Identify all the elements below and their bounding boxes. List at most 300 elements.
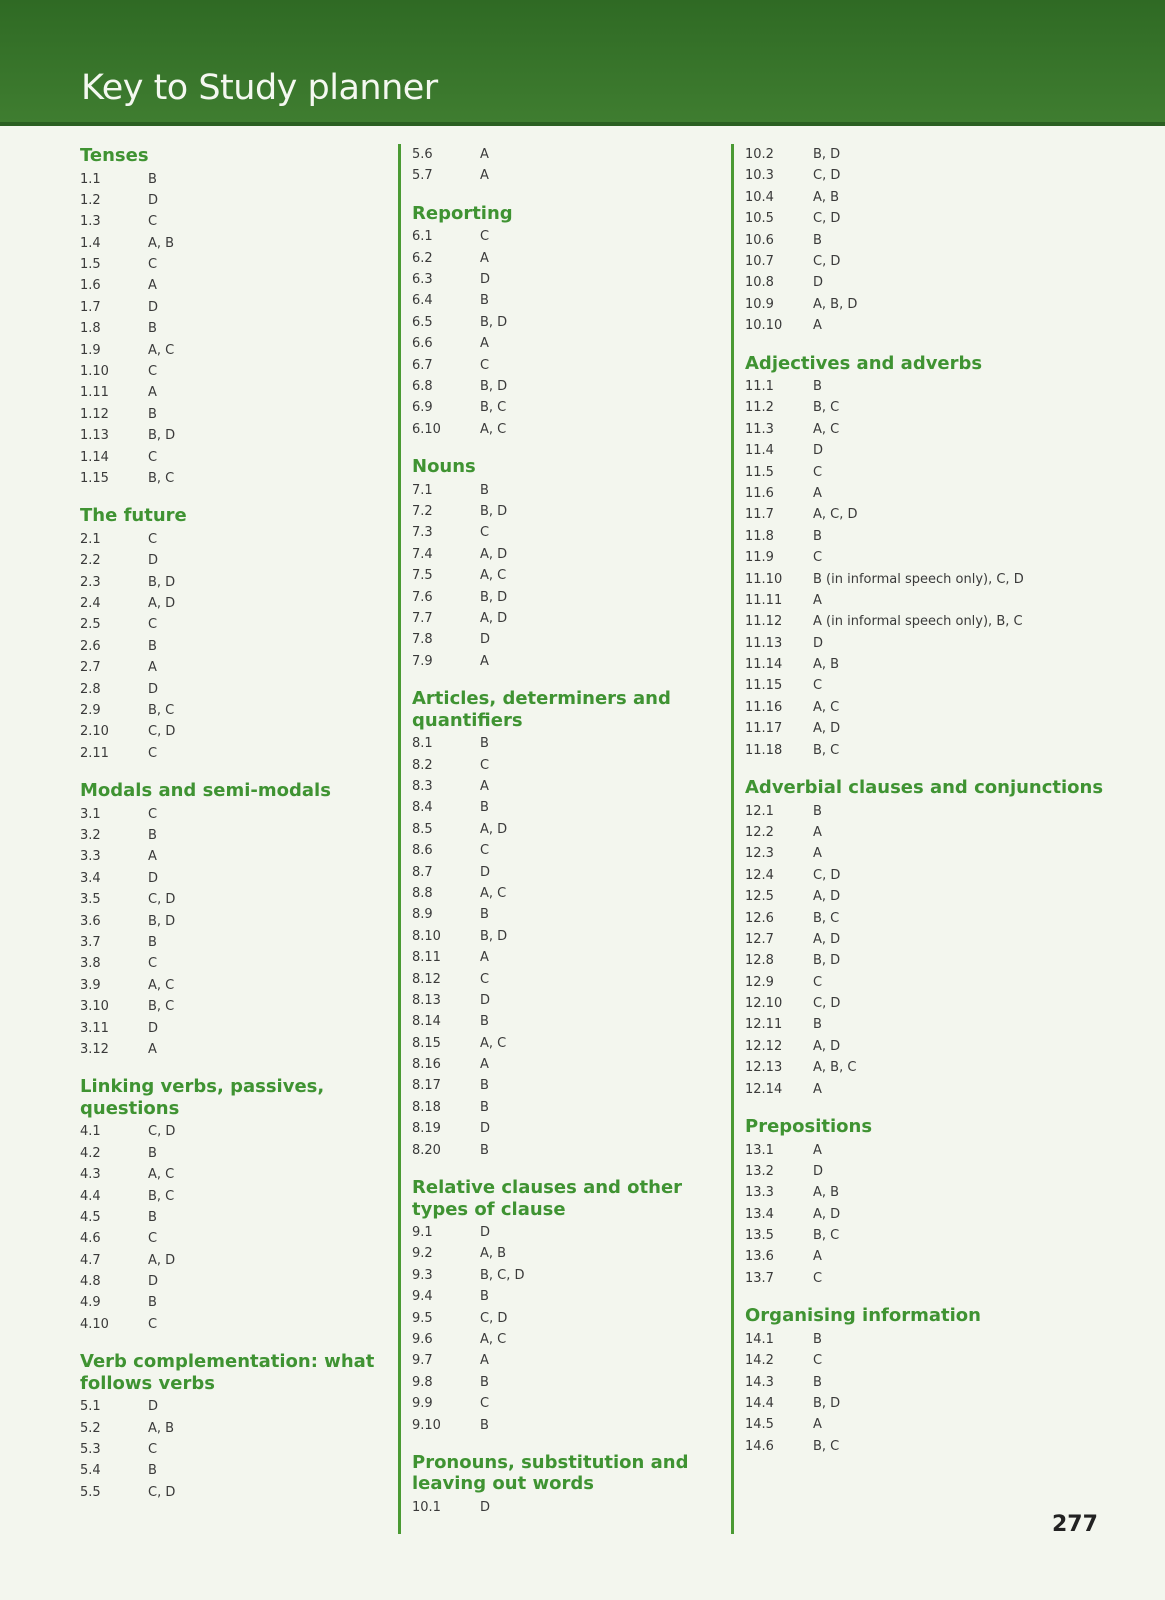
question-number: 8.5 — [412, 821, 433, 837]
answer-row — [80, 254, 380, 275]
answer-value: C, D — [148, 1124, 176, 1140]
answer-row — [412, 290, 712, 311]
answer-value: A — [480, 168, 489, 184]
question-number: 14.3 — [745, 1374, 774, 1390]
answer-row — [745, 908, 1155, 929]
answer-row — [412, 248, 712, 269]
answer-value: D — [813, 635, 824, 651]
answer-value: B — [480, 736, 489, 752]
question-number: 9.4 — [412, 1289, 433, 1305]
answer-row — [745, 1246, 1155, 1267]
answer-value: C — [148, 214, 158, 230]
answer-row — [745, 397, 1155, 418]
question-number: 6.6 — [412, 336, 433, 352]
answer-value: B, D — [148, 913, 176, 929]
answer-value: B — [148, 1209, 157, 1225]
question-number: 12.6 — [745, 910, 774, 926]
answer-value: B — [480, 1289, 489, 1305]
question-number: 10.9 — [745, 296, 774, 312]
answer-value: D — [480, 632, 491, 648]
answer-row — [412, 1054, 712, 1075]
question-number: 7.9 — [412, 653, 433, 669]
answer-value: D — [148, 1399, 159, 1415]
answer-value: A — [813, 318, 822, 334]
answer-row — [80, 1164, 380, 1185]
answer-row — [80, 468, 380, 489]
answer-value: A — [813, 1142, 822, 1158]
answer-value: B — [148, 828, 157, 844]
question-number: 4.5 — [80, 1209, 101, 1225]
answer-value: B — [480, 1417, 489, 1433]
answer-row — [745, 633, 1155, 654]
page-number: 277 — [1052, 1512, 1098, 1537]
question-number: 7.6 — [412, 589, 433, 605]
answer-value: B — [813, 1017, 822, 1033]
answer-row — [412, 1372, 712, 1393]
question-number: 12.1 — [745, 803, 774, 819]
question-number: 6.10 — [412, 421, 441, 437]
question-number: 11.4 — [745, 443, 774, 459]
answer-value: C — [480, 757, 490, 773]
answer-row — [745, 822, 1155, 843]
answer-row — [745, 1182, 1155, 1203]
answer-value: C — [148, 806, 158, 822]
answer-row — [412, 969, 712, 990]
answer-value: C — [148, 1316, 158, 1332]
answer-row — [745, 294, 1155, 315]
answer-row — [412, 755, 712, 776]
answer-value: A — [480, 147, 489, 162]
answer-value: B — [148, 935, 157, 950]
answer-value: A, B — [148, 235, 175, 251]
answer-value: B, D — [813, 147, 841, 162]
answer-value: A — [148, 1041, 157, 1057]
answer-value: B, D — [480, 504, 508, 520]
question-number: 11.8 — [745, 528, 774, 544]
answer-row — [745, 886, 1155, 907]
answer-row — [80, 211, 380, 232]
answer-section — [745, 1116, 1155, 1289]
question-number: 12.2 — [745, 824, 774, 840]
answer-row — [80, 297, 380, 318]
section-title: Adverbial clauses and conjunctions — [745, 777, 1104, 799]
question-number: 6.8 — [412, 379, 433, 395]
answer-value: B — [813, 1374, 822, 1390]
answer-row — [412, 1011, 712, 1032]
answer-value: A, C — [813, 699, 840, 715]
answer-value: B — [148, 1295, 157, 1311]
answer-row — [80, 996, 380, 1017]
answer-value: D — [148, 870, 159, 886]
answer-section — [412, 688, 712, 1161]
question-number: 1.8 — [80, 321, 101, 337]
answer-row — [80, 1018, 380, 1039]
answer-row — [745, 547, 1155, 568]
answer-value: B — [813, 379, 822, 395]
section-title: Organising information — [745, 1305, 981, 1327]
answer-value: A — [480, 250, 489, 266]
answer-value: C — [480, 229, 490, 245]
answer-value: A, C — [813, 421, 840, 437]
question-number: 2.9 — [80, 702, 101, 718]
question-number: 7.4 — [412, 546, 433, 562]
question-number: 10.1 — [412, 1499, 441, 1515]
answer-value: A — [480, 778, 489, 794]
answer-value: A — [148, 278, 157, 294]
answer-value: B — [148, 406, 157, 422]
answer-value: B, C — [148, 702, 175, 718]
answer-value: A — [813, 846, 822, 862]
answer-row — [80, 700, 380, 721]
answer-value: A — [813, 592, 822, 608]
answer-row — [412, 797, 712, 818]
question-number: 9.3 — [412, 1267, 433, 1283]
question-number: 12.13 — [745, 1060, 783, 1076]
answer-value: C — [148, 1442, 158, 1458]
answer-value: D — [148, 192, 159, 208]
answer-value: A, D — [480, 546, 508, 562]
answer-value: A, C — [480, 1035, 507, 1051]
answer-value: D — [148, 299, 159, 315]
question-number: 1.5 — [80, 257, 101, 273]
answer-row — [745, 611, 1155, 632]
answer-row — [80, 318, 380, 339]
answer-row — [412, 1308, 712, 1329]
answer-value: A, D — [813, 1038, 841, 1054]
question-number: 4.1 — [80, 1124, 101, 1140]
answer-row — [412, 819, 712, 840]
answer-row — [745, 1414, 1155, 1435]
question-number: 2.5 — [80, 617, 101, 633]
answer-value: C — [480, 1396, 490, 1412]
question-number: 8.14 — [412, 1014, 441, 1030]
answer-row — [745, 1350, 1155, 1371]
question-number: 11.13 — [745, 635, 783, 651]
answer-section — [80, 780, 380, 1060]
answer-row — [745, 272, 1155, 293]
answer-value: D — [480, 1499, 491, 1515]
answer-row — [80, 614, 380, 635]
question-number: 8.7 — [412, 864, 433, 880]
question-number: 9.8 — [412, 1374, 433, 1390]
answer-value: D — [480, 864, 491, 880]
answer-value: A — [813, 1081, 822, 1097]
answer-row — [412, 629, 712, 650]
answer-row — [80, 1460, 380, 1481]
answer-value: A, B — [480, 1246, 507, 1262]
answer-row — [80, 529, 380, 550]
answer-section — [412, 203, 712, 440]
question-number: 13.6 — [745, 1249, 774, 1265]
answer-value: C — [148, 257, 158, 273]
question-number: 11.9 — [745, 550, 774, 566]
question-number: 8.6 — [412, 843, 433, 859]
answer-value: A — [148, 660, 157, 676]
question-number: 12.4 — [745, 867, 774, 883]
answer-value: C — [813, 550, 823, 566]
answer-value: D — [813, 1163, 824, 1179]
answer-row — [745, 1204, 1155, 1225]
answer-value: B, D — [480, 928, 508, 944]
answer-row — [412, 144, 712, 165]
question-number: 11.5 — [745, 464, 774, 480]
answer-value: B, C — [480, 400, 507, 416]
question-number: 10.6 — [745, 232, 774, 248]
answer-value: B, C — [148, 470, 175, 486]
page-title: Key to Study planner — [81, 68, 438, 108]
answer-row — [412, 501, 712, 522]
question-number: 6.5 — [412, 314, 433, 330]
answer-value: A (in informal speech only), B, C — [813, 614, 1023, 630]
question-number: 2.11 — [80, 745, 109, 761]
answer-row — [412, 1393, 712, 1414]
question-number: 4.8 — [80, 1274, 101, 1290]
answer-row — [412, 1140, 712, 1161]
question-number: 11.16 — [745, 699, 783, 715]
question-number: 12.8 — [745, 953, 774, 969]
question-number: 3.7 — [80, 935, 101, 950]
question-number: 3.11 — [80, 1020, 109, 1036]
question-number: 6.9 — [412, 400, 433, 416]
question-number: 5.3 — [80, 1442, 101, 1458]
answer-row — [80, 721, 380, 742]
answer-value: D — [148, 1274, 159, 1290]
answer-column-1 — [80, 145, 380, 1503]
question-number: 14.6 — [745, 1438, 774, 1454]
answer-value: C — [148, 745, 158, 761]
answer-value: B — [480, 800, 489, 816]
question-number: 8.10 — [412, 928, 441, 944]
question-number: 14.1 — [745, 1331, 774, 1347]
answer-value: A, B — [148, 1420, 175, 1436]
question-number: 6.2 — [412, 250, 433, 266]
answer-section — [412, 456, 712, 672]
question-number: 1.12 — [80, 406, 109, 422]
answer-row — [80, 825, 380, 846]
question-number: 3.12 — [80, 1041, 109, 1057]
answer-value: D — [813, 443, 824, 459]
question-number: 14.4 — [745, 1395, 774, 1411]
answer-row — [412, 1497, 712, 1518]
answer-value: B, C, D — [480, 1267, 525, 1283]
answer-value: B — [480, 1374, 489, 1390]
question-number: 1.3 — [80, 214, 101, 230]
answer-row — [412, 269, 712, 290]
answer-row — [745, 440, 1155, 461]
question-number: 12.14 — [745, 1081, 783, 1097]
answer-row — [80, 846, 380, 867]
question-number: 3.10 — [80, 999, 109, 1015]
answer-value: A — [480, 1057, 489, 1073]
question-number: 6.1 — [412, 229, 433, 245]
answer-value: D — [148, 1020, 159, 1036]
answer-row — [80, 593, 380, 614]
answer-value: C, D — [480, 1310, 508, 1326]
question-number: 10.5 — [745, 211, 774, 227]
answer-value: C, D — [813, 996, 841, 1012]
answer-value: A, D — [480, 821, 508, 837]
answer-row — [80, 1418, 380, 1439]
answer-row — [412, 776, 712, 797]
answer-row — [80, 1250, 380, 1271]
answer-row — [412, 333, 712, 354]
question-number: 3.5 — [80, 892, 101, 908]
answer-value: A, C — [480, 885, 507, 901]
question-number: 11.7 — [745, 507, 774, 523]
answer-section — [745, 144, 1155, 337]
answer-value: C, D — [813, 168, 841, 184]
answer-value: B — [148, 1145, 157, 1161]
question-number: 5.1 — [80, 1399, 101, 1415]
question-number: 10.4 — [745, 189, 774, 205]
question-number: 1.15 — [80, 470, 109, 486]
answer-row — [80, 679, 380, 700]
answer-column-2 — [398, 144, 712, 1534]
answer-value: A, B — [813, 657, 840, 673]
answer-row — [745, 993, 1155, 1014]
question-number: 5.5 — [80, 1484, 101, 1500]
answer-value: B — [813, 528, 822, 544]
answer-value: A — [480, 653, 489, 669]
answer-row — [80, 190, 380, 211]
section-title: Articles, determiners and quantifiers — [412, 688, 671, 731]
question-number: 12.10 — [745, 996, 783, 1012]
question-number: 5.6 — [412, 147, 433, 162]
answer-value: A, C — [480, 421, 507, 437]
answer-value: C — [813, 974, 823, 990]
question-number: 10.7 — [745, 253, 774, 269]
question-number: 9.7 — [412, 1353, 433, 1369]
answer-row — [412, 480, 712, 501]
answer-section — [412, 1452, 712, 1518]
answer-value: B — [148, 638, 157, 654]
question-number: 9.2 — [412, 1246, 433, 1262]
answer-row — [412, 397, 712, 418]
answer-row — [745, 1268, 1155, 1289]
answer-row — [412, 1118, 712, 1139]
answer-value: C — [480, 843, 490, 859]
question-number: 5.2 — [80, 1420, 101, 1436]
answer-row — [745, 208, 1155, 229]
answer-value: C — [148, 1231, 158, 1247]
question-number: 10.3 — [745, 168, 774, 184]
section-title: Adjectives and adverbs — [745, 352, 983, 374]
answer-row — [745, 929, 1155, 950]
question-number: 1.10 — [80, 364, 109, 380]
answer-row — [80, 1439, 380, 1460]
question-number: 1.13 — [80, 428, 109, 444]
answer-value: B — [480, 1078, 489, 1094]
answer-row — [80, 1207, 380, 1228]
answer-value: A, C — [148, 1167, 175, 1183]
answer-section — [80, 1076, 380, 1335]
answer-row — [80, 1482, 380, 1503]
question-number: 11.15 — [745, 678, 783, 694]
answer-row — [745, 654, 1155, 675]
question-number: 3.6 — [80, 913, 101, 929]
answer-value: C, D — [148, 724, 176, 740]
answer-value: C — [813, 1353, 823, 1369]
answer-row — [745, 526, 1155, 547]
question-number: 14.2 — [745, 1353, 774, 1369]
answer-row — [412, 990, 712, 1011]
section-title: Reporting — [412, 202, 513, 224]
question-number: 8.3 — [412, 778, 433, 794]
answer-value: C, D — [813, 211, 841, 227]
section-title: Relative clauses and other types of clause — [412, 1177, 683, 1220]
answer-value: B — [148, 321, 157, 337]
answer-row — [745, 230, 1155, 251]
section-title: Pronouns, substitution and leaving out words — [412, 1451, 689, 1495]
question-number: 1.7 — [80, 299, 101, 315]
question-number: 5.7 — [412, 168, 433, 184]
answer-value: C — [148, 956, 158, 972]
answer-value: C — [480, 971, 490, 987]
answer-value: A — [480, 1353, 489, 1369]
answer-value: A, B, C — [813, 1060, 857, 1076]
question-number: 2.3 — [80, 574, 101, 590]
answer-row — [412, 1329, 712, 1350]
answer-row — [80, 1186, 380, 1207]
question-number: 8.18 — [412, 1099, 441, 1115]
question-number: 10.2 — [745, 147, 774, 162]
answer-value: A, B — [813, 1185, 840, 1201]
answer-row — [745, 315, 1155, 336]
answer-value: B, C — [813, 1228, 840, 1244]
answer-value: D — [480, 1225, 491, 1241]
answer-row — [745, 1329, 1155, 1350]
question-number: 10.8 — [745, 275, 774, 291]
answer-row — [745, 376, 1155, 397]
question-number: 8.19 — [412, 1121, 441, 1137]
answer-value: B — [148, 1463, 157, 1479]
answer-row — [745, 1436, 1155, 1457]
answer-row — [745, 504, 1155, 525]
question-number: 7.1 — [412, 482, 433, 498]
question-number: 12.11 — [745, 1017, 783, 1033]
answer-value: A — [480, 950, 489, 966]
answer-value: C — [480, 525, 490, 541]
answer-value: A — [813, 824, 822, 840]
answer-value: B — [480, 293, 489, 309]
answer-row — [412, 840, 712, 861]
question-number: 12.3 — [745, 846, 774, 862]
question-number: 3.3 — [80, 849, 101, 865]
answer-row — [412, 587, 712, 608]
answer-value: B, C — [148, 1188, 175, 1204]
question-number: 12.9 — [745, 974, 774, 990]
answer-value: A — [148, 385, 157, 401]
question-number: 2.6 — [80, 638, 101, 654]
question-number: 11.11 — [745, 592, 783, 608]
question-number: 9.10 — [412, 1417, 441, 1433]
answer-value: C — [813, 1270, 823, 1286]
answer-value: C — [480, 357, 490, 373]
answer-row — [412, 926, 712, 947]
answer-value: A, B — [813, 189, 840, 205]
question-number: 5.4 — [80, 1463, 101, 1479]
answer-row — [745, 187, 1155, 208]
question-number: 11.6 — [745, 485, 774, 501]
answer-row — [412, 862, 712, 883]
answer-value: A — [148, 849, 157, 865]
answer-row — [412, 1265, 712, 1286]
question-number: 3.2 — [80, 828, 101, 844]
answer-row — [745, 1057, 1155, 1078]
section-title: Modals and semi-modals — [80, 780, 331, 802]
question-number: 8.16 — [412, 1057, 441, 1073]
answer-value: B — [813, 803, 822, 819]
